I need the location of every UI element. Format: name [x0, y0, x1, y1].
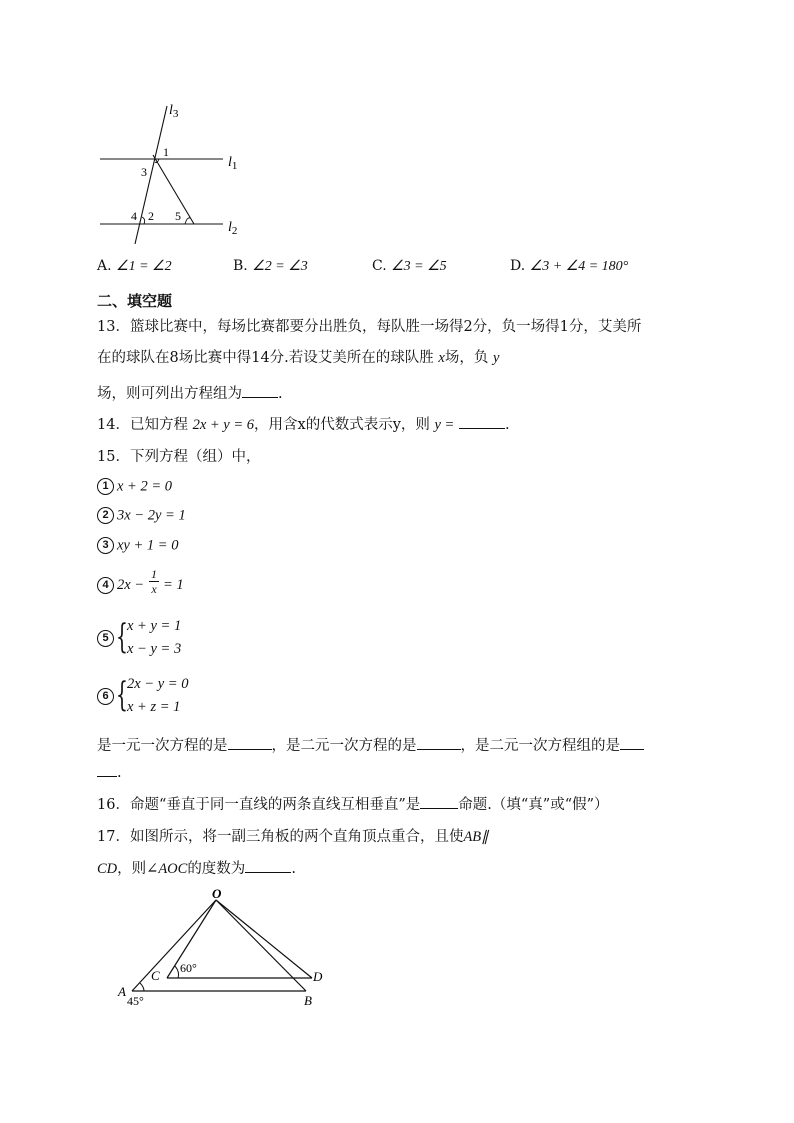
answer-blank[interactable]	[459, 416, 505, 429]
segment-od	[216, 900, 312, 978]
option-d: D. ∠3 + ∠4 = 180°	[510, 258, 629, 274]
q14: 14．已知方程 2x + y = 6，用含x的代数式表示y，则 y = .	[97, 417, 510, 433]
q15-item-1: 1 x + 2 = 0	[97, 478, 172, 496]
triangle-figure	[110, 888, 340, 1013]
answer-blank[interactable]	[620, 737, 644, 750]
circled-number: 5	[97, 630, 114, 647]
brace: {	[116, 675, 128, 715]
brace: {	[116, 617, 128, 657]
q15-answer-line2: .	[97, 764, 122, 781]
angle-mark-2	[142, 217, 145, 224]
circled-number: 2	[97, 507, 114, 524]
circled-number: 1	[97, 478, 114, 495]
q13-line2: 在的球队在8场比赛中得14分.若设艾美所在的球队胜 x场，负 y	[97, 350, 500, 366]
circled-number: 4	[97, 577, 114, 594]
fraction: 1 x	[151, 567, 157, 596]
line-l3	[135, 106, 167, 244]
label-angle-1: 1	[163, 145, 169, 159]
answer-blank[interactable]	[417, 737, 461, 750]
answer-blank[interactable]	[228, 737, 272, 750]
option-c: C. ∠3 = ∠5	[372, 258, 447, 274]
q17-line1: 17．如图所示，将一副三角板的两个直角顶点重合，且使AB∥	[97, 829, 489, 845]
transversal	[153, 155, 194, 224]
q16: 16．命题“垂直于同一直线的两条直线互相垂直”是 命题.（填“真”或“假”）	[97, 797, 609, 813]
segment-oa	[132, 900, 216, 991]
q17-line2: CD，则∠AOC的度数为 .	[97, 861, 296, 877]
angle-mark-45	[140, 983, 144, 991]
circled-number: 6	[97, 688, 114, 705]
label-D: D	[313, 969, 323, 984]
answer-blank[interactable]	[245, 860, 291, 873]
q15-item-2: 2 3x − 2y = 1	[97, 507, 186, 525]
angle-mark-5	[185, 218, 190, 224]
label-angle-5: 5	[175, 209, 181, 223]
segment-ob	[216, 900, 306, 991]
label-B: B	[304, 993, 312, 1008]
label-60-degrees: 60°	[180, 961, 197, 975]
label-angle-2: 2	[148, 209, 154, 223]
parallel-lines-figure	[95, 98, 255, 248]
answer-blank[interactable]	[97, 764, 117, 777]
q15-stem: 15．下列方程（组）中，	[97, 449, 261, 465]
label-O: O	[212, 888, 222, 901]
label-l2: $l_2$	[228, 220, 238, 237]
answer-blank[interactable]	[242, 385, 278, 398]
option-b: B. ∠2 = ∠3	[233, 258, 308, 274]
q13-line3: 场，则可列出方程组为 .	[97, 386, 283, 402]
label-angle-3: 3	[141, 165, 147, 179]
circled-number: 3	[97, 537, 114, 554]
label-45-degrees: 45°	[127, 994, 144, 1008]
q13-line1: 13．篮球比赛中，每场比赛都要分出胜负，每队胜一场得2分，负一场得1分，艾美所	[97, 319, 642, 335]
angle-mark-60	[175, 966, 179, 978]
label-l1: $l_1$	[228, 155, 238, 172]
label-A: A	[118, 984, 126, 999]
section-title: 二、填空题	[97, 293, 173, 310]
label-l3: $l_3$	[169, 103, 179, 120]
answer-blank[interactable]	[420, 796, 458, 809]
label-angle-4: 4	[131, 209, 137, 223]
label-C: C	[151, 968, 160, 983]
option-a: A. ∠1 = ∠2	[97, 258, 172, 274]
q15-item-3: 3 xy + 1 = 0	[97, 537, 178, 555]
q15-answer-line: 是一元一次方程的是 ，是二元一次方程的是 ，是二元一次方程组的是	[97, 734, 644, 755]
